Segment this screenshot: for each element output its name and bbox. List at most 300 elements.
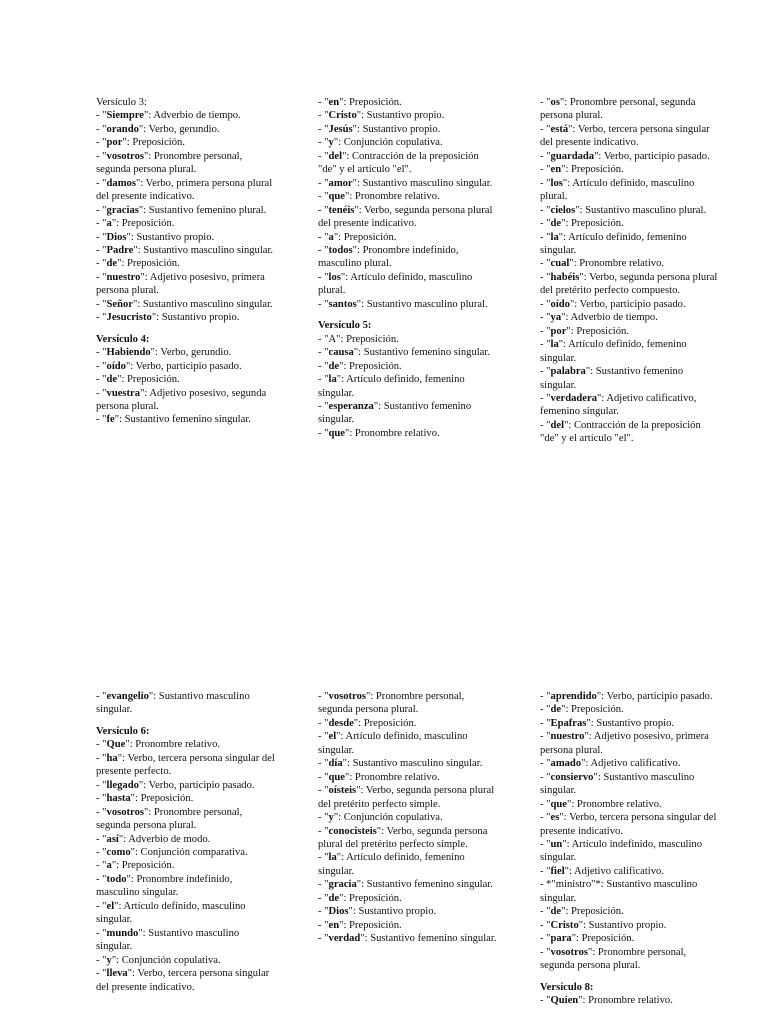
word-description: : Sustantivo femenino singular.: [119, 414, 251, 426]
word-entry: - "verdad": Sustantivo femenino singular.: [318, 933, 497, 945]
word-entry: - "cual": Pronombre relativo.: [540, 258, 665, 270]
word-entry: - "guardada": Verbo, participio pasado.: [540, 150, 710, 162]
word-term: Jesús: [328, 123, 353, 135]
word-description: : Sustantivo propio.: [352, 906, 437, 918]
word-entry: - *"ministro"*: Sustantivo masculino singular.: [540, 879, 698, 904]
word-entry: - "todos": Pronombre indefinido, masculino plural.: [318, 244, 459, 270]
word-term: un: [550, 838, 563, 850]
word-entry: - "llegado": Verbo, participio pasado.: [96, 779, 255, 791]
word-term: de: [550, 906, 562, 918]
word-description: : Pronombre relativo.: [349, 191, 440, 203]
word-description: : Adverbio de tiempo.: [565, 312, 658, 324]
word-entry: - "y": Conjunción copulativa.: [318, 137, 443, 149]
word-term: el: [328, 731, 337, 743]
word-description: : Pronombre personal, segunda persona plural.: [540, 946, 687, 972]
word-term: y: [106, 954, 112, 966]
word-term: como: [106, 846, 131, 858]
word-description: : Preposición.: [565, 704, 624, 716]
word-description: : Sustantivo masculino singular.: [540, 771, 695, 797]
word-entry: - "fe": Sustantivo femenino singular.: [96, 414, 251, 426]
word-term: hasta: [106, 793, 131, 805]
word-description: : Adjetivo calificativo.: [568, 865, 664, 877]
word-term: que: [550, 798, 568, 810]
word-term: la: [550, 231, 559, 243]
word-description: : Preposición.: [565, 164, 624, 176]
word-term: os: [550, 97, 560, 108]
word-entry: - "Epafras": Sustantivo propio.: [540, 717, 675, 729]
word-entry: - "en": Preposición.: [318, 919, 402, 931]
word-entry: - "Cristo": Sustantivo propio.: [318, 110, 445, 122]
word-description: : Verbo, participio pasado.: [598, 150, 710, 162]
word-entry: - "Dios": Sustantivo propio.: [318, 906, 437, 918]
word-entry: - "a": Preposición.: [96, 860, 175, 872]
word-description: : Adjetivo posesivo, segunda persona plural.: [96, 387, 267, 412]
word-entry: - "vosotros": Pronombre personal, segunda persona plural.: [96, 150, 243, 176]
word-description: : Verbo, segunda persona plural del pretérito perfecto compuesto.: [540, 271, 718, 297]
word-term: del: [550, 419, 565, 431]
word-description: : Preposición.: [565, 218, 624, 230]
word-term: gracia: [328, 879, 357, 891]
word-entry: - "amor": Sustantivo masculino singular.: [318, 177, 493, 189]
verse-heading: Versículo 8:: [540, 981, 594, 993]
word-term: la: [550, 339, 559, 351]
word-entry: - "que": Pronombre relativo.: [540, 798, 662, 810]
word-term: por: [106, 137, 123, 149]
word-entry: - "mundo": Sustantivo masculino singular.: [96, 927, 240, 953]
word-description: : Artículo definido, masculino plural.: [540, 177, 695, 203]
word-description: : Preposición.: [343, 97, 402, 108]
word-term: que: [328, 771, 346, 783]
word-entry: - "ya": Adverbio de tiempo.: [540, 312, 658, 324]
word-description: : Sustantivo masculino plural.: [361, 298, 488, 310]
word-entry: - "aprendido": Verbo, participio pasado.: [540, 691, 713, 702]
word-description: : Preposición.: [116, 218, 175, 230]
word-description: : Artículo definido, femenino singular.: [318, 374, 465, 399]
word-description: : Verbo, tercera persona singular del presente indicativo.: [540, 123, 710, 149]
word-entry: - "a": Preposición.: [318, 231, 397, 243]
word-term: a: [106, 860, 112, 872]
word-entry: - "los": Artículo definido, masculino plural.: [540, 177, 695, 203]
word-entry: - "vosotros": Pronombre personal, segunda persona plural.: [540, 946, 687, 972]
word-description: : Contracción de la preposición "de" y el artículo "el".: [540, 419, 701, 445]
word-term: y: [328, 812, 334, 824]
word-entry: - "todo": Pronombre indefinido, masculino singular.: [96, 873, 233, 899]
word-term: todo: [106, 873, 127, 885]
word-term: amado: [550, 758, 582, 770]
word-description: : Pronombre indefinido, masculino plural.: [318, 244, 459, 270]
word-description: : Preposición.: [343, 360, 402, 372]
column-top-right: [540, 96, 720, 446]
word-term: el: [106, 900, 115, 912]
word-term: Dios: [106, 231, 127, 243]
word-description: : Pronombre indefinido, masculino singular.: [96, 873, 233, 899]
word-entry: - "Dios": Sustantivo propio.: [96, 231, 215, 243]
word-entry: - "la": Artículo definido, femenino singular.: [540, 339, 687, 364]
word-term: de: [550, 704, 562, 716]
word-entry: - "Quien": Pronombre relativo.: [540, 994, 673, 1006]
column-bottom-left: [96, 690, 276, 994]
word-term: por: [550, 325, 567, 337]
word-description: : Conjunción copulativa.: [116, 954, 221, 966]
word-description: : Conjunción copulativa.: [338, 137, 443, 149]
word-entry: - "os": Pronombre personal, segunda persona plural.: [540, 97, 696, 122]
word-term: y: [328, 137, 334, 149]
word-entry: - "como": Conjunción comparativa.: [96, 846, 248, 858]
word-term: Dios: [328, 906, 349, 918]
word-entry: - "vosotros": Pronombre personal, segunda persona plural.: [96, 806, 243, 832]
word-term: está: [550, 123, 569, 135]
word-entry: - "y": Conjunción copulativa.: [318, 812, 443, 824]
word-entry: - "oído": Verbo, participio pasado.: [540, 298, 686, 310]
word-description: : Sustantivo masculino singular.: [137, 298, 273, 310]
word-term: Señor: [106, 298, 133, 310]
word-description: : Sustantivo propio.: [130, 231, 215, 243]
word-term: todos: [328, 244, 353, 256]
word-entry: - "a": Preposición.: [96, 218, 175, 230]
word-description: : Preposición.: [121, 374, 180, 386]
word-term: Quien: [550, 994, 579, 1006]
word-description: : Sustantivo masculino plural.: [579, 204, 707, 216]
word-term: ha: [106, 752, 118, 764]
word-entry: - "lleva": Verbo, tercera persona singular del presente indicativo.: [96, 968, 270, 993]
word-entry: - "habéis": Verbo, segunda persona plural del pretérito perfecto compuesto.: [540, 271, 718, 297]
word-description: : Preposición.: [126, 137, 185, 149]
word-entry: - "palabra": Sustantivo femenino singular.: [540, 366, 684, 391]
word-description: : Adverbio de tiempo.: [148, 110, 241, 122]
word-description: : Pronombre relativo.: [349, 427, 440, 439]
word-entry: - "en": Preposición.: [318, 97, 402, 108]
verse-heading: Versículo 5:: [318, 320, 372, 332]
word-term: Habiendo: [106, 347, 151, 359]
word-entry: - "ha": Verbo, tercera persona singular del presente perfecto.: [96, 752, 275, 778]
word-term: Siempre: [106, 110, 144, 122]
word-entry: - "por": Preposición.: [96, 137, 185, 149]
word-entry: - "está": Verbo, tercera persona singular del presente indicativo.: [540, 123, 710, 149]
word-term: fe: [106, 414, 115, 426]
word-description: : Sustantivo propio.: [356, 123, 441, 135]
word-term: de: [328, 892, 340, 904]
word-entry: - "por": Preposición.: [540, 325, 629, 337]
word-term: oísteis: [328, 785, 357, 797]
word-term: oído: [106, 360, 126, 372]
word-description: : Sustantivo femenino singular.: [358, 347, 490, 359]
word-entry: - "de": Preposición.: [540, 704, 624, 716]
word-description: : Sustantivo masculino singular.: [96, 927, 240, 953]
word-term: que: [328, 191, 346, 203]
word-entry: - "de": Preposición.: [96, 374, 180, 386]
word-entry: - "así": Adverbio de modo.: [96, 833, 211, 845]
word-description: : Sustantivo propio.: [156, 312, 240, 324]
word-description: : Pronombre relativo.: [573, 258, 665, 270]
word-entry: - "conocisteis": Verbo, segunda persona plural del pretérito perfecto simple.: [318, 825, 488, 850]
word-entry: - "de": Preposición.: [96, 258, 180, 270]
word-description: : Preposición.: [340, 333, 399, 345]
word-term: para: [550, 933, 572, 945]
word-description: : Verbo, segunda persona plural del presente indicativo.: [318, 204, 493, 230]
word-description: : Preposición.: [576, 933, 635, 945]
word-description: : Sustantivo femenino singular.: [364, 933, 497, 945]
word-term: nuestro: [106, 271, 141, 283]
word-description: : Preposición.: [343, 892, 402, 904]
word-description: : Preposición.: [338, 231, 397, 243]
word-term: cual: [550, 258, 570, 270]
word-entry: - "Padre": Sustantivo masculino singular.: [96, 244, 274, 256]
word-description: : Artículo definido, masculino singular.: [96, 900, 246, 926]
word-description: : Sustantivo propio.: [590, 717, 675, 729]
word-description: : Preposición.: [116, 860, 175, 872]
word-term: damos: [106, 177, 136, 189]
word-description: : Artículo definido, masculino singular.: [318, 731, 468, 756]
word-description: : Conjunción copulativa.: [338, 812, 443, 824]
word-term: día: [328, 758, 343, 770]
word-entry: - "causa": Sustantivo femenino singular.: [318, 347, 490, 359]
word-entry: - "la": Artículo definido, femenino singular.: [318, 852, 465, 877]
word-term: a: [328, 231, 334, 243]
word-description: : Verbo, tercera persona singular del presente indicativo.: [540, 812, 717, 837]
word-description: : Pronombre personal, segunda persona plural.: [96, 806, 243, 832]
word-entry: - "de": Preposición.: [540, 906, 624, 918]
word-term: en: [328, 919, 340, 931]
word-description: : Verbo, tercera persona singular del presente perfecto.: [96, 752, 275, 778]
word-entry: - "de": Preposición.: [318, 892, 402, 904]
word-entry: - "y": Conjunción copulativa.: [96, 954, 221, 966]
word-entry: - "que": Pronombre relativo.: [318, 771, 440, 783]
word-term: Padre: [106, 244, 134, 256]
word-term: lleva: [106, 968, 128, 980]
word-entry: - "gracia": Sustantivo femenino singular.: [318, 879, 493, 891]
word-description: : Verbo, gerundio.: [155, 347, 232, 359]
word-description: : Verbo, segunda persona plural del pretérito perfecto simple.: [318, 825, 488, 850]
word-description: : Adjetivo calificativo.: [585, 758, 681, 770]
word-description: : Artículo indefinido, masculino singular.: [540, 838, 702, 864]
word-entry: - "de": Preposición.: [540, 218, 624, 230]
word-term: Cristo: [328, 110, 357, 122]
column-bottom-middle: [318, 690, 498, 946]
word-term: Jesucristo: [106, 312, 152, 324]
word-description: : Verbo, gerundio.: [143, 123, 220, 135]
word-term: consiervo: [550, 771, 594, 783]
word-description: : Adjetivo posesivo, primera persona plural.: [96, 271, 265, 297]
word-entry: - "la": Artículo definido, femenino singular.: [540, 231, 687, 256]
word-description: : Pronombre personal, segunda persona plural.: [96, 150, 243, 176]
word-term: orando: [106, 123, 139, 135]
word-term: verdadera: [550, 392, 597, 404]
word-term: verdad: [328, 933, 361, 945]
word-description: : Preposición.: [121, 258, 180, 270]
word-description: : Preposición.: [358, 717, 417, 729]
word-description: : Preposición.: [570, 325, 629, 337]
word-description: : Sustantivo masculino singular.: [356, 177, 493, 189]
word-description: : Adjetivo posesivo, primera persona plural.: [540, 731, 709, 756]
word-entry: - "evangelio": Sustantivo masculino singular.: [96, 691, 250, 716]
word-description: : Adjetivo calificativo, femenino singular.: [540, 392, 697, 418]
word-term: vosotros: [328, 691, 366, 702]
word-description: : Sustantivo propio.: [361, 110, 445, 122]
word-description: : Pronombre relativo.: [129, 739, 221, 751]
word-entry: - "en": Preposición.: [540, 164, 624, 176]
word-term: de: [328, 360, 340, 372]
word-entry: - "los": Artículo definido, masculino plural.: [318, 271, 473, 297]
word-entry: - "para": Preposición.: [540, 933, 635, 945]
word-term: a: [106, 218, 112, 230]
word-entry: - "Habiendo": Verbo, gerundio.: [96, 347, 232, 359]
word-entry: - "fiel": Adjetivo calificativo.: [540, 865, 664, 877]
word-entry: - "Señor": Sustantivo masculino singular.: [96, 298, 273, 310]
word-term: en: [328, 97, 340, 108]
word-description: : Verbo, participio pasado.: [601, 691, 713, 702]
word-entry: - "consiervo": Sustantivo masculino singular.: [540, 771, 695, 797]
word-term: mundo: [106, 927, 139, 939]
word-entry: - "vosotros": Pronombre personal, segunda persona plural.: [318, 691, 465, 716]
word-entry: - "amado": Adjetivo calificativo.: [540, 758, 681, 770]
word-term: amor: [328, 177, 353, 189]
word-entry: - "gracias": Sustantivo femenino plural.: [96, 204, 267, 216]
word-term: vosotros: [106, 150, 144, 162]
word-term: cielos: [550, 204, 576, 216]
word-entry: - "cielos": Sustantivo masculino plural.: [540, 204, 707, 216]
word-entry: - "Cristo": Sustantivo propio.: [540, 919, 667, 931]
word-term: del: [328, 150, 343, 162]
word-description: : Sustantivo masculino singular.: [346, 758, 483, 770]
word-description: : Artículo definido, femenino singular.: [540, 231, 687, 256]
word-description: : Preposición.: [134, 793, 194, 805]
word-description: : Verbo, primera persona plural del presente indicativo.: [96, 177, 273, 203]
word-term: A: [328, 333, 337, 345]
word-term: Cristo: [550, 919, 579, 931]
word-term: vosotros: [550, 946, 588, 958]
word-entry: - "oído": Verbo, participio pasado.: [96, 360, 242, 372]
word-description: : Verbo, participio pasado.: [143, 779, 255, 791]
word-description: : Sustantivo propio.: [583, 919, 667, 931]
word-description: : Artículo definido, femenino singular.: [318, 852, 465, 877]
word-description: : Preposición.: [565, 906, 624, 918]
word-description: : Pronombre relativo.: [571, 798, 662, 810]
word-term: oído: [550, 298, 570, 310]
word-term: la: [328, 852, 337, 864]
word-entry: - "el": Artículo definido, masculino singular.: [96, 900, 246, 926]
word-entry: - "orando": Verbo, gerundio.: [96, 123, 220, 135]
word-term: palabra: [550, 366, 586, 378]
word-term: de: [106, 258, 118, 270]
word-term: habéis: [550, 271, 580, 283]
word-description: : Pronombre personal, segunda persona plural.: [540, 97, 696, 122]
word-entry: - "del": Contracción de la preposición "de" y el artículo "el".: [318, 150, 479, 176]
word-term: desde: [328, 717, 354, 729]
word-entry: - "la": Artículo definido, femenino singular.: [318, 374, 465, 399]
column-top-middle: [318, 96, 498, 440]
word-term: santos: [328, 298, 357, 310]
word-description: : Sustantivo femenino singular.: [361, 879, 493, 891]
word-entry: - "vuestra": Adjetivo posesivo, segunda persona plural.: [96, 387, 267, 412]
word-description: : Pronombre relativo.: [582, 994, 673, 1006]
word-entry: - "el": Artículo definido, masculino singular.: [318, 731, 468, 756]
word-term: Que: [106, 739, 126, 751]
word-description: : Pronombre personal, segunda persona plural.: [318, 691, 465, 716]
word-term: guardada: [550, 150, 595, 162]
word-description: : Artículo definido, femenino singular.: [540, 339, 687, 364]
word-term: nuestro: [550, 731, 585, 743]
word-entry: - "Jesucristo": Sustantivo propio.: [96, 312, 240, 324]
word-entry: - "A": Preposición.: [318, 333, 399, 345]
word-description: : Artículo definido, masculino plural.: [318, 271, 473, 297]
word-term: causa: [328, 347, 354, 359]
word-term: los: [328, 271, 341, 283]
word-entry: - "Que": Pronombre relativo.: [96, 739, 221, 751]
word-term: de: [550, 218, 562, 230]
verse-heading: Versículo 4:: [96, 333, 150, 345]
word-entry: - "Jesús": Sustantivo propio.: [318, 123, 441, 135]
word-term: vuestra: [106, 387, 141, 399]
word-entry: - "un": Artículo indefinido, masculino singular.: [540, 838, 702, 864]
word-entry: - "es": Verbo, tercera persona singular del presente indicativo.: [540, 812, 717, 837]
word-entry: - "Siempre": Adverbio de tiempo.: [96, 110, 241, 122]
word-description: : Pronombre relativo.: [349, 771, 440, 783]
word-term: gracias: [106, 204, 139, 216]
verse-heading: Versículo 6:: [96, 725, 150, 737]
word-description: : Verbo, tercera persona singular del presente indicativo.: [96, 968, 270, 993]
word-term: aprendido: [550, 691, 597, 702]
word-entry: - "damos": Verbo, primera persona plural del presente indicativo.: [96, 177, 273, 203]
word-term: evangelio: [106, 691, 149, 702]
word-entry: - "hasta": Preposición.: [96, 793, 194, 805]
word-entry: - "nuestro": Adjetivo posesivo, primera persona plural.: [540, 731, 709, 756]
word-description: : Verbo, participio pasado.: [574, 298, 686, 310]
word-description: : Sustantivo masculino singular.: [137, 244, 274, 256]
word-entry: - "tenéis": Verbo, segunda persona plural del presente indicativo.: [318, 204, 493, 230]
word-term: ya: [550, 312, 562, 324]
word-term: es: [550, 812, 560, 824]
word-entry: - "verdadera": Adjetivo calificativo, femenino singular.: [540, 392, 697, 418]
word-entry: - "que": Pronombre relativo.: [318, 191, 440, 203]
word-entry: - "esperanza": Sustantivo femenino singular.: [318, 400, 472, 426]
word-description: : Adverbio de modo.: [123, 833, 211, 845]
verse-heading: Versículo 3:: [96, 97, 147, 108]
word-description: : Contracción de la preposición "de" y el artículo "el".: [318, 150, 479, 176]
word-entry: - "de": Preposición.: [318, 360, 402, 372]
word-term: vosotros: [106, 806, 144, 818]
word-term: Epafras: [550, 717, 587, 729]
column-top-left: [96, 96, 276, 427]
word-entry: - "desde": Preposición.: [318, 717, 417, 729]
word-description: : Sustantivo masculino singular.: [96, 691, 250, 716]
word-description: : Preposición.: [343, 919, 402, 931]
word-description: : Verbo, participio pasado.: [130, 360, 242, 372]
word-term: esperanza: [328, 400, 374, 412]
word-entry: - "nuestro": Adjetivo posesivo, primera persona plural.: [96, 271, 265, 297]
word-entry: - "oísteis": Verbo, segunda persona plural del pretérito perfecto simple.: [318, 785, 495, 810]
word-description: : Sustantivo femenino plural.: [143, 204, 267, 216]
word-entry: - "que": Pronombre relativo.: [318, 427, 440, 439]
word-term: tenéis: [328, 204, 355, 216]
word-term: la: [328, 374, 337, 386]
word-term: los: [550, 177, 563, 189]
word-entry: - "del": Contracción de la preposición "de" y el artículo "el".: [540, 419, 701, 445]
word-description: : Verbo, segunda persona plural del pretérito perfecto simple.: [318, 785, 495, 810]
word-description: : Sustantivo femenino singular.: [318, 400, 472, 426]
word-term: de: [106, 374, 118, 386]
word-term: conocisteis: [328, 825, 377, 837]
column-bottom-right: [540, 690, 720, 1007]
word-entry: - "santos": Sustantivo masculino plural.: [318, 298, 488, 310]
word-description: : Sustantivo femenino singular.: [540, 366, 684, 391]
word-term: que: [328, 427, 346, 439]
word-entry: - "día": Sustantivo masculino singular.: [318, 758, 483, 770]
word-term: llegado: [106, 779, 139, 791]
word-term: fiel: [550, 865, 565, 877]
word-description: : Conjunción comparativa.: [134, 846, 248, 858]
word-term: así: [106, 833, 119, 845]
word-term: en: [550, 164, 562, 176]
